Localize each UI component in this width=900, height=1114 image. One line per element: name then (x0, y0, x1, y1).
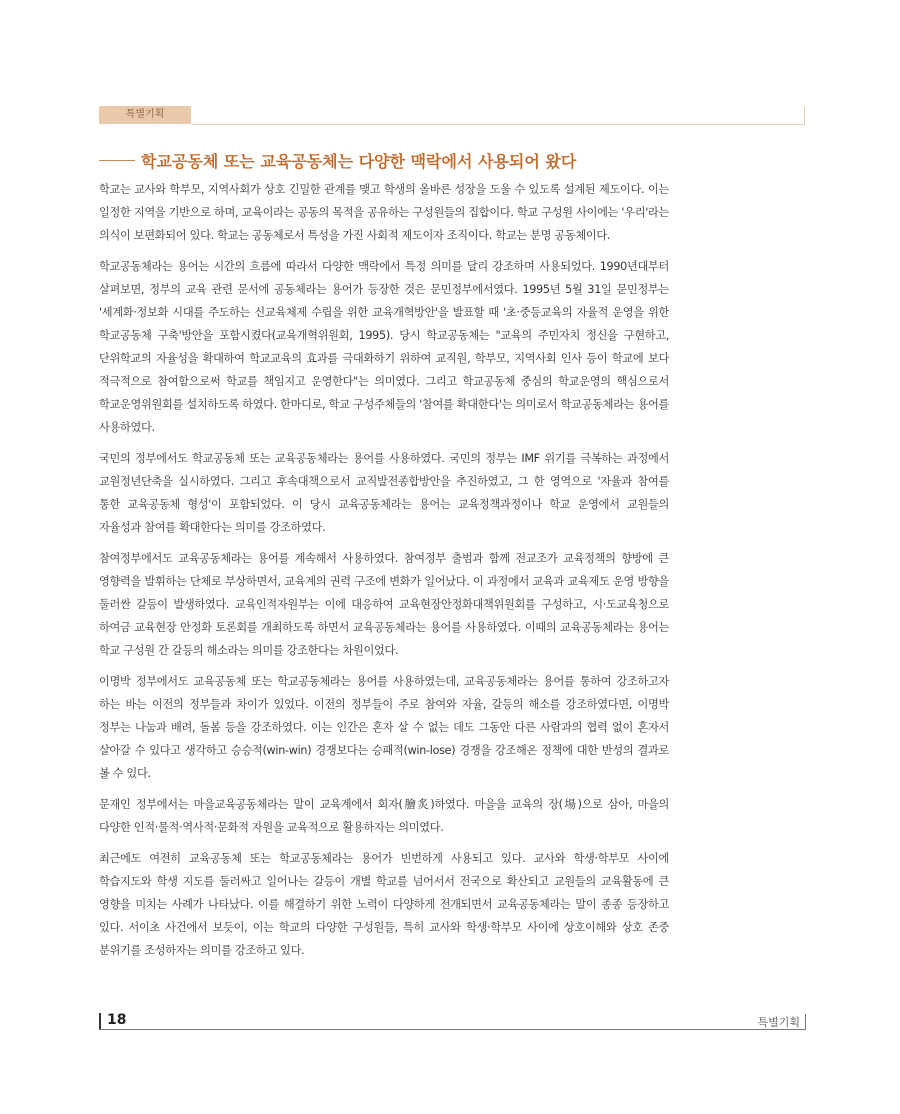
paragraph-4: 참여정부에서도 교육공동체라는 용어를 계속해서 사용하였다. 참여정부 출범과 함께 전교조가 교육정책의 향방에 큰 영향력을 발휘하는 단체로 부상하면서, 교육계의 권력 구조에 변화가 일어났다. 이 과정에서 교육과 교육제도 운영 방향을 둘러싼 갈등이 발생하였다. 교육인적자원부는 이에 대응하여 교육현장안정화대책위원회를 구성하고, 시·도교육청으로 하여금 교육현장 안정화 토론회를 개최하도록 하면서 교육공동체라는 용어를 사용하였다. 이때의 교육공동체라는 용어는 학교 구성원 간 갈등의 해소라는 의미를 강조한다는 차원이었다. (99, 552, 669, 657)
paragraph-3: 국민의 정부에서도 학교공동체 또는 교육공동체라는 용어를 사용하였다. 국민의 정부는 IMF 위기를 극복하는 과정에서 교원정년단축을 실시하였다. 그리고 후속대책으로서 교직발전종합방안을 추진하였고, 그 한 영역으로 '자율과 참여를 통한 교육공동체 형성'이 포함되었다. 이 당시 교육공동체라는 용어는 교육정책과정이나 학교 운영에서 교원들의 자율성과 참여를 확대한다는 의미를 강조하였다. (99, 452, 669, 534)
footer-marker (99, 1013, 101, 1029)
paragraph-7: 최근에도 여전히 교육공동체 또는 학교공동체라는 용어가 빈번하게 사용되고 있다. 교사와 학생·학부모 사이에 학습지도와 학생 지도를 둘러싸고 일어나는 갈등이 개별 학교를 넘어서서 전국으로 확산되고 교원들의 교육활동에 큰 영향을 미치는 사례가 나타났다. 이를 해결하기 위한 노력이 다양하게 전개되면서 교육공동체라는 말이 종종 등장하고 있다. 서이초 사건에서 보듯이, 이는 학교의 다양한 구성원들, 특히 교사와 학생·학부모 사이에 상호이해와 상호 존중 분위기를 조성하자는 의미를 강조하고 있다. (99, 852, 669, 957)
footer-divider-tick (805, 1014, 806, 1030)
footer-section-label: 특별기획 (757, 1016, 800, 1029)
section-title (99, 149, 679, 171)
paragraph-5: 이명박 정부에서도 교육공동체 또는 학교공동체라는 용어를 사용하였는데, 교육공동체라는 용어를 통하여 강조하고자 하는 바는 이전의 정부들과 차이가 있었다. 이전의 정부들이 주로 참여와 자율, 갈등의 해소를 강조하였다면, 이명박 정부는 나눔과 배려, 돌봄 등을 강조하였다. 이는 인간은 혼자 살 수 없는 데도 그동안 다른 사람과의 협력 없이 혼자서 살아갈 수 있다고 생각하고 승승적(win-win) 경쟁보다는 승패적(win-lose) 경쟁을 강조해온 정책에 대한 반성의 결과로 볼 수 있다. (99, 675, 669, 780)
header-divider-tick (804, 106, 805, 125)
header-section-tab: 특별기획 (99, 106, 191, 124)
title-rule (99, 160, 135, 161)
header-divider (191, 124, 805, 125)
article-body (99, 178, 669, 970)
paragraph-6: 문재인 정부에서는 마을교육공동체라는 말이 교육계에서 회자(膾炙)하였다. 마을을 교육의 장(場)으로 삼아, 마을의 다양한 인적·물적·역사적·문화적 자원을 교육적으로 활용하자는 의미였다. (99, 798, 669, 834)
footer-divider (99, 1029, 806, 1030)
paragraph-1: 학교는 교사와 학부모, 지역사회가 상호 긴밀한 관계를 맺고 학생의 올바른 성장을 도울 수 있도록 설계된 제도이다. 이는 일정한 지역을 기반으로 하며, 교육이라는 공동의 목적을 공유하는 구성원들의 집합이다. 학교 구성원 사이에는 '우리'라는 의식이 보편화되어 있다. 학교는 공동체로서 특성을 가진 사회적 제도이자 조직이다. 학교는 분명 공동체이다. (99, 183, 669, 242)
section-title-text: 학교공동체 또는 교육공동체는 다양한 맥락에서 사용되어 왔다 (141, 151, 577, 171)
page-number: 18 (107, 1012, 127, 1028)
paragraph-2: 학교공동체라는 용어는 시간의 흐름에 따라서 다양한 맥락에서 특정 의미를 달리 강조하며 사용되었다. 1990년대부터 살펴보면, 정부의 교육 관련 문서에 공동체라는 용어가 등장한 것은 문민정부에서였다. 1995년 5월 31일 문민정부는 '세계화·정보화 시대를 주도하는 신교육체제 수립을 위한 교육개혁방안'을 발표할 때 '초·중등교육의 자율적 운영을 위한 학교공동체 구축'방안을 포함시켰다(교육개혁위원회, 1995). 당시 학교공동체는 "교육의 주민자치 정신을 구현하고, 단위학교의 자율성을 확대하여 학교교육의 효과를 극대화하기 위하여 교직원, 학부모, 지역사회 인사 등이 학교에 보다 적극적으로 참여함으로써 학교를 책임지고 운영한다"는 의미였다. 그리고 학교공동체 중심의 학교운영의 핵심으로서 학교운영위원회를 설치하도록 하였다. 한마디로, 학교 구성주체들의 '참여를 확대한다'는 의미로서 학교공동체라는 용어를 사용하였다. (99, 260, 669, 434)
